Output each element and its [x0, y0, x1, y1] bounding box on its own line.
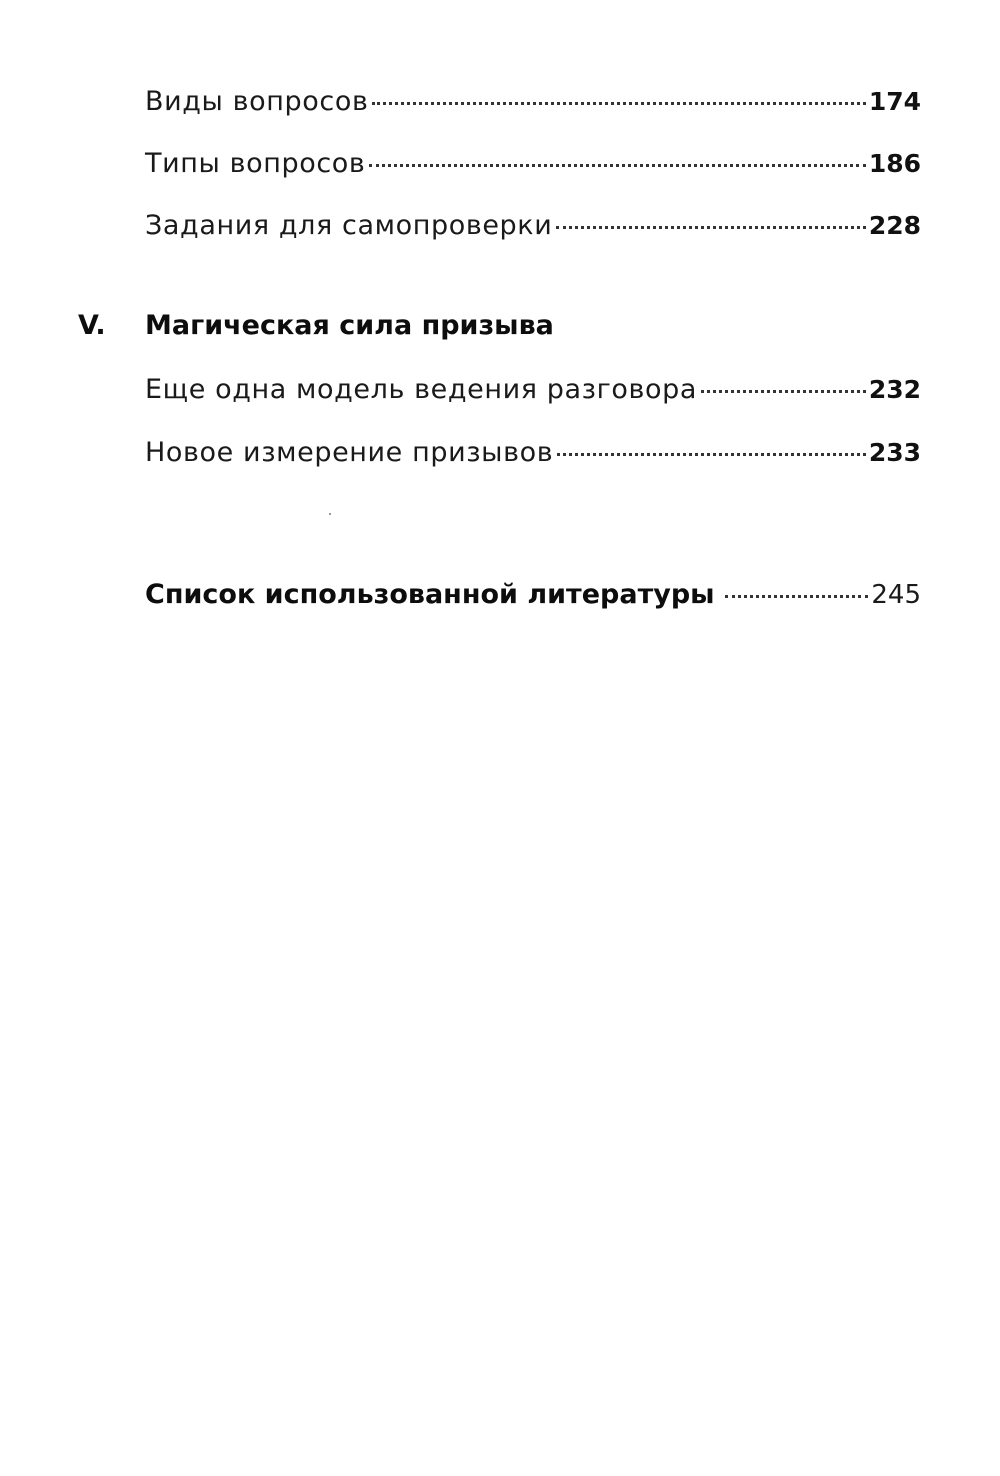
toc-entry[interactable] [145, 374, 921, 414]
toc-entry-page: 228 [868, 211, 921, 240]
toc-entry-page: 186 [868, 149, 921, 178]
toc-entry[interactable] [145, 148, 921, 188]
dot-leader [701, 390, 866, 393]
toc-entry-title: Новое измерение призывов [145, 437, 554, 468]
toc-entry-title: Еще одна модель ведения разговора [145, 374, 698, 405]
toc-entry-page: 174 [868, 87, 921, 116]
toc-entry-page: 245 [871, 580, 921, 610]
toc-entry-title: Список использованной литературы [145, 579, 715, 610]
toc-entry[interactable] [145, 86, 921, 126]
toc-entry-bibliography[interactable] [145, 579, 921, 619]
chapter-title: Магическая сила призыва [145, 310, 554, 341]
dot-leader [725, 595, 869, 598]
dot-leader [556, 226, 865, 229]
toc-entry-title: Виды вопросов [145, 86, 369, 117]
toc-entry-page: 232 [868, 375, 921, 404]
toc-entry[interactable] [145, 437, 921, 477]
toc-entry-title: Задания для самопроверки [145, 210, 553, 241]
toc-entry-page: 233 [868, 438, 921, 467]
chapter-heading[interactable] [78, 310, 554, 354]
dot-leader [369, 164, 865, 167]
dot-leader [372, 102, 865, 105]
dot-leader [557, 453, 866, 456]
toc-entry[interactable] [145, 210, 921, 250]
toc-entry-title: Типы вопросов [145, 148, 366, 179]
scan-speck [329, 513, 331, 515]
chapter-number: V. [78, 310, 106, 341]
